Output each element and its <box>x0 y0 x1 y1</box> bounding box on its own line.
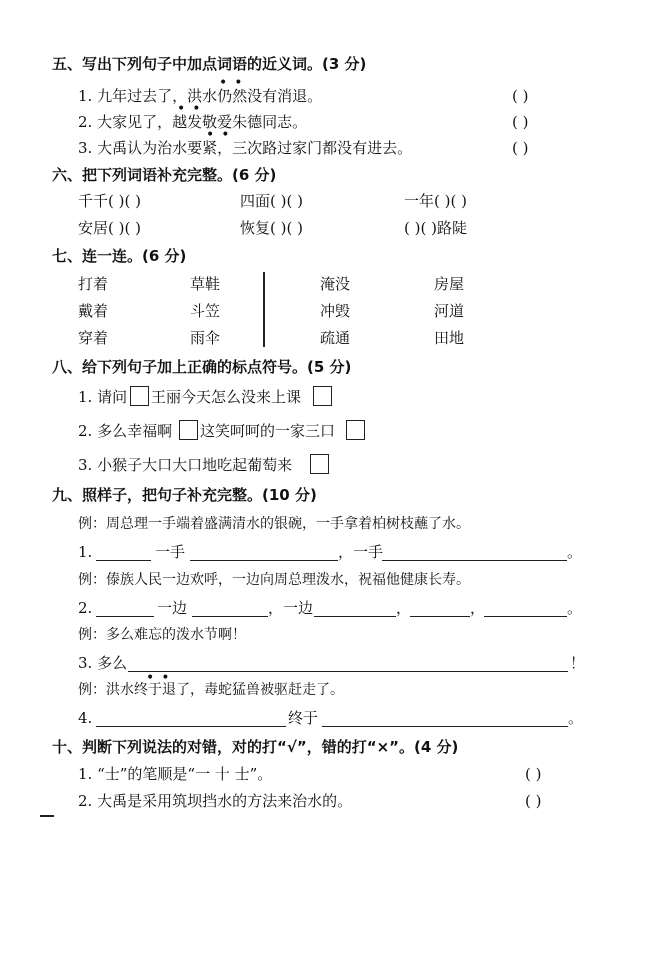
answer-paren[interactable]: ( ) <box>525 792 542 810</box>
q1-word-2: ，一手 <box>338 543 384 561</box>
q2-comma: ， <box>396 599 412 617</box>
page-edge-mark <box>40 815 54 817</box>
q2-word-2: ，一边 <box>268 599 314 617</box>
q-number: 4. <box>78 709 93 727</box>
s8-question-1-end: 王丽今天怎么没来上课 <box>151 388 302 406</box>
example-sentence-1: 例：周总理一手端着盛满清水的银碗，一手拿着柏树枝蘸了水。 <box>78 516 470 532</box>
answer-line[interactable] <box>96 726 286 727</box>
section-5-heading: 五、写出下列句子中加点词语的近义词。(3 分) <box>52 55 367 73</box>
match-right-word[interactable]: 疏通 <box>320 329 351 347</box>
idiom-blank-a[interactable]: 千千( )( ) <box>78 192 141 210</box>
q4-end-punct: 。 <box>568 709 584 727</box>
s5-question-2: 2. 大家见了，越发敬爱朱德同志。 <box>78 113 308 131</box>
match-left-object[interactable]: 雨伞 <box>190 329 221 347</box>
q3-start: 3. 多么 <box>78 654 128 672</box>
q2-end-punct: 。 <box>567 599 583 617</box>
q-number: 1. <box>78 543 93 561</box>
answer-line[interactable] <box>382 560 567 561</box>
match-left-object[interactable]: 斗笠 <box>190 302 221 320</box>
section-10-heading: 十、判断下列说法的对错，对的打“√”，错的打“×”。(4 分) <box>52 738 459 756</box>
answer-line[interactable] <box>322 726 568 727</box>
idiom-blank-c[interactable]: 一年( )( ) <box>404 192 467 210</box>
s8-question-2-start: 2. 多么幸福啊 <box>78 422 173 440</box>
answer-line[interactable] <box>410 616 470 617</box>
answer-line[interactable] <box>128 671 568 672</box>
emphasis-dots: •• <box>177 101 208 117</box>
idiom-blank-d[interactable]: 安居( )( ) <box>78 219 141 237</box>
q4-word: 终于 <box>288 709 319 727</box>
q2-comma: ， <box>470 599 486 617</box>
answer-paren[interactable]: ( ) <box>512 139 529 157</box>
match-left-word[interactable]: 打着 <box>78 275 109 293</box>
example-sentence-2: 例：傣族人民一边欢呼，一边向周总理泼水，祝福他健康长寿。 <box>78 572 470 588</box>
match-right-object[interactable]: 田地 <box>434 329 465 347</box>
s8-question-2-end: 这笑呵呵的一家三口 <box>200 422 336 440</box>
q-number: 2. <box>78 599 93 617</box>
match-left-word[interactable]: 戴着 <box>78 302 109 320</box>
s5-question-3: 3. 大禹认为治水要紧，三次路过家门都没有进去。 <box>78 139 413 157</box>
q1-word-1: 一手 <box>155 543 186 561</box>
idiom-blank-f[interactable]: ( )( )路陡 <box>404 219 467 237</box>
punctuation-box[interactable] <box>313 386 332 406</box>
answer-line[interactable] <box>96 616 154 617</box>
s8-question-1-start: 1. 请问 <box>78 388 128 406</box>
q3-end-punct: ！ <box>570 654 586 672</box>
answer-paren[interactable]: ( ) <box>525 765 542 783</box>
punctuation-box[interactable] <box>346 420 365 440</box>
match-left-word[interactable]: 穿着 <box>78 329 109 347</box>
match-left-object[interactable]: 草鞋 <box>190 275 221 293</box>
punctuation-box[interactable] <box>310 454 329 474</box>
example-sentence-3: 例：多么难忘的泼水节啊！ <box>78 627 246 643</box>
emphasis-dots: •• <box>219 75 250 91</box>
example-sentence-4: 例：洪水终于退了，毒蛇猛兽被驱赶走了。 <box>78 682 344 698</box>
emphasis-dots: •• <box>206 127 237 143</box>
column-divider <box>263 272 265 347</box>
answer-line[interactable] <box>190 560 338 561</box>
punctuation-box[interactable] <box>130 386 149 406</box>
match-right-object[interactable]: 房屋 <box>434 275 465 293</box>
match-right-word[interactable]: 淹没 <box>320 275 351 293</box>
emphasis-dots: •• <box>146 670 177 686</box>
section-9-heading: 九、照样子，把句子补充完整。(10 分) <box>52 486 317 504</box>
match-right-object[interactable]: 河道 <box>434 302 465 320</box>
answer-line[interactable] <box>314 616 396 617</box>
idiom-blank-b[interactable]: 四面( )( ) <box>240 192 303 210</box>
s10-question-2: 2. 大禹是采用筑坝挡水的方法来治水的。 <box>78 792 353 810</box>
answer-paren[interactable]: ( ) <box>512 87 529 105</box>
q2-word-1: 一边 <box>157 599 188 617</box>
answer-line[interactable] <box>484 616 567 617</box>
answer-line[interactable] <box>192 616 268 617</box>
s5-question-1: 1. 九年过去了，洪水仍然没有消退。 <box>78 87 323 105</box>
section-6-heading: 六、把下列词语补充完整。(6 分) <box>52 166 277 184</box>
answer-line[interactable] <box>96 560 151 561</box>
match-right-word[interactable]: 冲毁 <box>320 302 351 320</box>
section-8-heading: 八、给下列句子加上正确的标点符号。(5 分) <box>52 358 352 376</box>
q1-end-punct: 。 <box>567 543 583 561</box>
section-7-heading: 七、连一连。(6 分) <box>52 247 187 265</box>
s8-question-3: 3. 小猴子大口大口地吃起葡萄来 <box>78 456 293 474</box>
s10-question-1: 1. “士”的笔顺是“一 十 士”。 <box>78 765 273 783</box>
answer-paren[interactable]: ( ) <box>512 113 529 131</box>
idiom-blank-e[interactable]: 恢复( )( ) <box>240 219 303 237</box>
punctuation-box[interactable] <box>179 420 198 440</box>
